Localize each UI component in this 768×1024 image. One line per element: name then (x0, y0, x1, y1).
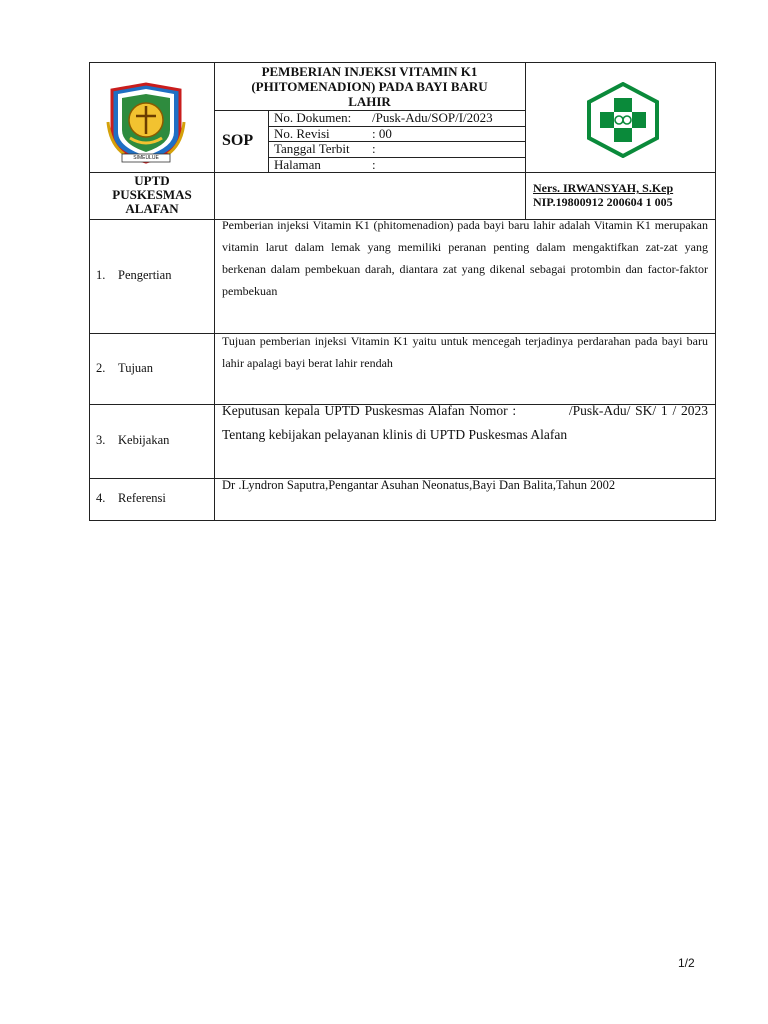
title-line-2: (PHITOMENADION) PADA BAYI BARU (251, 79, 488, 94)
unit-line-2: PUSKESMAS (112, 187, 192, 202)
revision-key: No. Revisi (274, 126, 330, 141)
title-line-1: PEMBERIAN INJEKSI VITAMIN K1 (261, 64, 478, 79)
section-number: 3. (96, 433, 106, 447)
section-text-referensi: Dr .Lyndron Saputra,Pengantar Asuhan Neonatus,Bayi Dan Balita,Tahun 2002 (222, 478, 616, 492)
section-text-pengertian: Pemberian injeksi Vitamin K1 (phitomenadion) pada bayi baru lahir adalah Vitamin K1 merupakan vitamin larut dalam lemak yang memiliki peranan penting dalam mengaktifkan zat-zat yang berkenan dalam pembekuan darah, diantara zat yang dikenal sebagai protombin dan factor-faktor pembekuan (222, 218, 708, 298)
unit-name (90, 174, 214, 216)
section-number: 4. (96, 491, 106, 505)
col-divider-left (214, 62, 215, 521)
signer-block (533, 181, 673, 209)
section-text-tujuan: Tujuan pemberian injeksi Vitamin K1 yaitu untuk mencegah terjadinya perdarahan pada bayi baru lahir apalagi bayi berat lahir rendah (222, 334, 708, 370)
section-number: 1. (96, 268, 106, 282)
section-label-pengertian (96, 268, 171, 283)
unit-line-1: UPTD (134, 173, 170, 188)
title-line-3: LAHIR (348, 94, 391, 109)
page-key: Halaman (274, 157, 321, 172)
section-text-kebijakan: Keputusan kepala UPTD Puskesmas Alafan Nomor : /Pusk-Adu/ SK/ 1 / 2023 Tentang kebijakan pelayanan klinis di UPTD Puskesmas Alafan (222, 403, 712, 442)
section-label-kebijakan (96, 433, 169, 448)
regional-emblem-logo (106, 82, 186, 166)
document-title (216, 64, 523, 109)
unit-line-3: ALAFAN (125, 201, 179, 216)
revision-field (274, 127, 392, 140)
page-field (274, 158, 376, 171)
issue-date-key: Tanggal Terbit (274, 141, 350, 156)
emblem-ribbon-text: SIMEULUE (133, 155, 159, 161)
section-label-referensi (96, 491, 166, 506)
section-label: Referensi (118, 491, 166, 505)
header-divider (89, 172, 716, 173)
section-label-tujuan (96, 361, 153, 376)
section-number: 2. (96, 361, 106, 375)
col-divider-right (525, 62, 526, 219)
signer-name: Ners. IRWANSYAH, S.Kep (533, 181, 674, 195)
page-number: 1/2 (678, 956, 695, 970)
section-label: Kebijakan (118, 433, 170, 447)
doc-number-key: No. Dokumen: (274, 110, 352, 125)
doc-number-value: /Pusk-Adu/SOP/I/2023 (372, 110, 493, 125)
revision-value: : 00 (372, 126, 392, 141)
doc-number-field (274, 111, 493, 124)
puskesmas-logo (584, 82, 662, 158)
sop-label: SOP (222, 132, 254, 149)
page-value: : (372, 157, 376, 172)
issue-date-value: : (372, 141, 376, 156)
section-label: Pengertian (118, 268, 172, 282)
section-label: Tujuan (118, 361, 153, 375)
issue-date-field (274, 142, 376, 155)
signer-nip: NIP.19800912 200604 1 005 (533, 195, 673, 209)
